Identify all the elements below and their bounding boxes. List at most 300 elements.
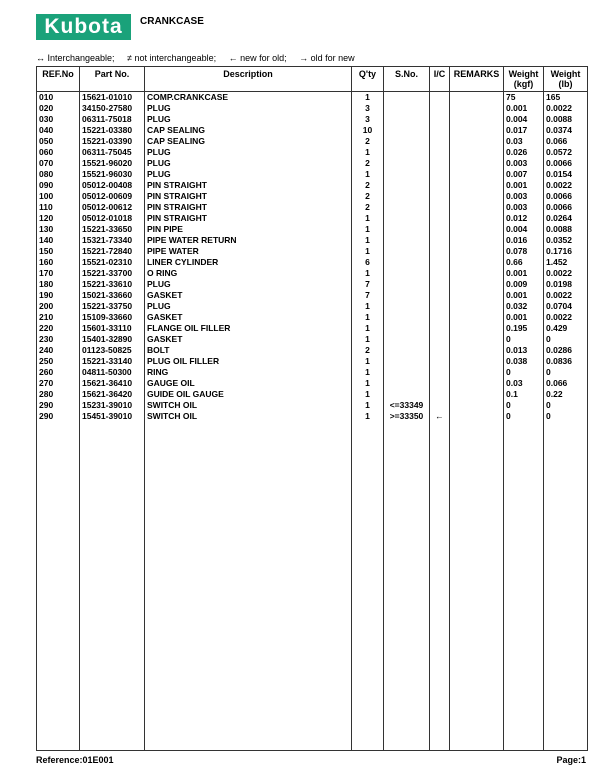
cell-part: 06311-75045 <box>80 147 145 158</box>
cell-remarks <box>450 92 504 104</box>
cell-wlb: 0.429 <box>544 323 588 334</box>
cell-wkg: 0.003 <box>504 191 544 202</box>
cell-ref: 290 <box>37 411 80 422</box>
cell-wlb: 0 <box>544 411 588 422</box>
cell-ref: 160 <box>37 257 80 268</box>
cell-remarks <box>450 411 504 422</box>
cell-desc: PIPE WATER <box>145 246 352 257</box>
cell-qty: 2 <box>352 202 384 213</box>
cell-desc: PLUG <box>145 158 352 169</box>
cell-sno <box>384 169 430 180</box>
cell-sno <box>384 235 430 246</box>
cell-sno <box>384 345 430 356</box>
legend-old-for-new: → old for new <box>299 53 355 63</box>
cell-ic <box>430 92 450 104</box>
cell-sno <box>384 301 430 312</box>
cell-remarks <box>450 367 504 378</box>
filler-cell <box>352 422 384 751</box>
cell-ref: 050 <box>37 136 80 147</box>
cell-ic <box>430 301 450 312</box>
cell-wlb: 0.0022 <box>544 312 588 323</box>
cell-ref: 280 <box>37 389 80 400</box>
cell-sno <box>384 356 430 367</box>
cell-sno <box>384 334 430 345</box>
cell-part: 15221-33610 <box>80 279 145 290</box>
cell-wlb: 1.452 <box>544 257 588 268</box>
cell-wlb: 0.0836 <box>544 356 588 367</box>
cell-wlb: 0.0088 <box>544 224 588 235</box>
cell-sno <box>384 279 430 290</box>
cell-ic: ← <box>430 411 450 422</box>
cell-wkg: 0.017 <box>504 125 544 136</box>
cell-qty: 6 <box>352 257 384 268</box>
cell-part: 15621-36410 <box>80 378 145 389</box>
cell-remarks <box>450 191 504 202</box>
cell-desc: GASKET <box>145 312 352 323</box>
cell-desc: O RING <box>145 268 352 279</box>
cell-wkg: 0.003 <box>504 202 544 213</box>
cell-desc: PLUG <box>145 114 352 125</box>
cell-desc: FLANGE OIL FILLER <box>145 323 352 334</box>
parts-table <box>36 66 588 751</box>
cell-sno <box>384 191 430 202</box>
cell-wkg: 0.026 <box>504 147 544 158</box>
table-row <box>37 312 588 323</box>
cell-desc: GASKET <box>145 290 352 301</box>
cell-sno <box>384 312 430 323</box>
cell-wkg: 0.03 <box>504 378 544 389</box>
filler-cell <box>450 422 504 751</box>
cell-sno <box>384 323 430 334</box>
cell-ref: 080 <box>37 169 80 180</box>
cell-wlb: 0.0022 <box>544 290 588 301</box>
table-filler-row <box>37 422 588 751</box>
cell-remarks <box>450 246 504 257</box>
cell-desc: PLUG <box>145 301 352 312</box>
cell-part: 15221-03390 <box>80 136 145 147</box>
cell-remarks <box>450 103 504 114</box>
cell-ref: 060 <box>37 147 80 158</box>
cell-ref: 270 <box>37 378 80 389</box>
cell-ic <box>430 235 450 246</box>
cell-wkg: 0.003 <box>504 158 544 169</box>
table-row <box>37 180 588 191</box>
col-header-weight-kgf: Weight (kgf) <box>504 67 544 92</box>
cell-ic <box>430 125 450 136</box>
cell-ref: 040 <box>37 125 80 136</box>
cell-part: 05012-00612 <box>80 202 145 213</box>
cell-ref: 070 <box>37 158 80 169</box>
cell-qty: 3 <box>352 114 384 125</box>
table-row <box>37 125 588 136</box>
col-header-qty: Q'ty <box>352 67 384 92</box>
col-header-ic: I/C <box>430 67 450 92</box>
cell-qty: 1 <box>352 301 384 312</box>
cell-wkg: 0 <box>504 334 544 345</box>
cell-desc: PIN PIPE <box>145 224 352 235</box>
cell-qty: 1 <box>352 356 384 367</box>
cell-desc: PLUG <box>145 279 352 290</box>
cell-remarks <box>450 202 504 213</box>
col-header-remarks: REMARKS <box>450 67 504 92</box>
filler-cell <box>544 422 588 751</box>
cell-ic <box>430 378 450 389</box>
cell-part: 15621-36420 <box>80 389 145 400</box>
cell-ic <box>430 147 450 158</box>
cell-desc: PIN STRAIGHT <box>145 202 352 213</box>
cell-wlb: 0.1716 <box>544 246 588 257</box>
cell-desc: PLUG OIL FILLER <box>145 356 352 367</box>
cell-wkg: 0.078 <box>504 246 544 257</box>
cell-ref: 120 <box>37 213 80 224</box>
cell-remarks <box>450 147 504 158</box>
col-header-part: Part No. <box>80 67 145 92</box>
cell-ref: 230 <box>37 334 80 345</box>
cell-part: 04811-50300 <box>80 367 145 378</box>
cell-remarks <box>450 180 504 191</box>
cell-wkg: 0.009 <box>504 279 544 290</box>
cell-part: 05012-01018 <box>80 213 145 224</box>
filler-cell <box>145 422 352 751</box>
table-row <box>37 202 588 213</box>
cell-wlb: 0.0286 <box>544 345 588 356</box>
cell-part: 34150-27580 <box>80 103 145 114</box>
cell-ic <box>430 257 450 268</box>
cell-remarks <box>450 136 504 147</box>
cell-wlb: 0.0022 <box>544 180 588 191</box>
cell-wkg: 0 <box>504 400 544 411</box>
table-row <box>37 235 588 246</box>
cell-remarks <box>450 213 504 224</box>
cell-wkg: 0 <box>504 411 544 422</box>
cell-qty: 7 <box>352 290 384 301</box>
cell-sno <box>384 180 430 191</box>
cell-ref: 150 <box>37 246 80 257</box>
cell-qty: 1 <box>352 389 384 400</box>
cell-ref: 220 <box>37 323 80 334</box>
cell-qty: 1 <box>352 147 384 158</box>
table-row <box>37 268 588 279</box>
cell-desc: PIN STRAIGHT <box>145 191 352 202</box>
cell-sno <box>384 389 430 400</box>
cell-qty: 1 <box>352 323 384 334</box>
cell-wkg: 0.013 <box>504 345 544 356</box>
cell-part: 15451-39010 <box>80 411 145 422</box>
table-row <box>37 103 588 114</box>
cell-part: 15221-33140 <box>80 356 145 367</box>
filler-cell <box>80 422 145 751</box>
cell-remarks <box>450 356 504 367</box>
cell-wlb: 0.0088 <box>544 114 588 125</box>
cell-ref: 170 <box>37 268 80 279</box>
cell-qty: 1 <box>352 367 384 378</box>
cell-remarks <box>450 257 504 268</box>
cell-wkg: 0.03 <box>504 136 544 147</box>
legend-not-interchangeable: ≠ not interchangeable; <box>127 53 217 63</box>
cell-wlb: 0.0704 <box>544 301 588 312</box>
cell-sno <box>384 92 430 104</box>
table-row <box>37 92 588 104</box>
cell-part: 15321-73340 <box>80 235 145 246</box>
filler-cell <box>430 422 450 751</box>
cell-desc: GASKET <box>145 334 352 345</box>
cell-wkg: 0.004 <box>504 224 544 235</box>
cell-desc: BOLT <box>145 345 352 356</box>
cell-wlb: 0.0374 <box>544 125 588 136</box>
cell-remarks <box>450 224 504 235</box>
cell-desc: CAP SEALING <box>145 136 352 147</box>
cell-remarks <box>450 345 504 356</box>
footer-reference: Reference:01E001 <box>36 755 114 765</box>
cell-remarks <box>450 378 504 389</box>
cell-ref: 030 <box>37 114 80 125</box>
cell-remarks <box>450 400 504 411</box>
cell-sno <box>384 367 430 378</box>
cell-sno <box>384 290 430 301</box>
cell-qty: 1 <box>352 268 384 279</box>
cell-ref: 290 <box>37 400 80 411</box>
cell-wlb: 0.0066 <box>544 158 588 169</box>
cell-wlb: 0.066 <box>544 136 588 147</box>
cell-wlb: 0.0022 <box>544 103 588 114</box>
cell-part: 15221-33750 <box>80 301 145 312</box>
cell-wkg: 0.66 <box>504 257 544 268</box>
table-body <box>37 92 588 751</box>
cell-desc: GAUGE OIL <box>145 378 352 389</box>
cell-ic <box>430 323 450 334</box>
cell-part: 15621-01010 <box>80 92 145 104</box>
cell-remarks <box>450 334 504 345</box>
cell-ic <box>430 202 450 213</box>
cell-wlb: 0.0572 <box>544 147 588 158</box>
cell-qty: 1 <box>352 411 384 422</box>
cell-remarks <box>450 235 504 246</box>
cell-part: 15221-33650 <box>80 224 145 235</box>
cell-part: 15221-33700 <box>80 268 145 279</box>
cell-wkg: 0.1 <box>504 389 544 400</box>
cell-desc: PLUG <box>145 147 352 158</box>
cell-sno <box>384 224 430 235</box>
cell-wlb: 0.0066 <box>544 202 588 213</box>
cell-wkg: 0.004 <box>504 114 544 125</box>
cell-sno <box>384 103 430 114</box>
cell-qty: 3 <box>352 103 384 114</box>
cell-qty: 1 <box>352 246 384 257</box>
table-row <box>37 158 588 169</box>
cell-ic <box>430 213 450 224</box>
filler-cell <box>504 422 544 751</box>
cell-qty: 1 <box>352 378 384 389</box>
cell-wlb: 0 <box>544 334 588 345</box>
cell-ref: 250 <box>37 356 80 367</box>
cell-qty: 7 <box>352 279 384 290</box>
cell-wkg: 75 <box>504 92 544 104</box>
cell-part: 15021-33660 <box>80 290 145 301</box>
cell-remarks <box>450 389 504 400</box>
cell-ic <box>430 136 450 147</box>
cell-remarks <box>450 114 504 125</box>
cell-ref: 100 <box>37 191 80 202</box>
cell-part: 05012-00408 <box>80 180 145 191</box>
cell-ref: 210 <box>37 312 80 323</box>
cell-desc: COMP.CRANKCASE <box>145 92 352 104</box>
table-row <box>37 290 588 301</box>
cell-ref: 130 <box>37 224 80 235</box>
table-row <box>37 136 588 147</box>
cell-remarks <box>450 169 504 180</box>
cell-wlb: 0 <box>544 400 588 411</box>
cell-desc: PIN STRAIGHT <box>145 213 352 224</box>
table-row <box>37 356 588 367</box>
col-header-description: Description <box>145 67 352 92</box>
cell-sno <box>384 147 430 158</box>
table-row <box>37 301 588 312</box>
cell-part: 15521-96030 <box>80 169 145 180</box>
cell-sno <box>384 257 430 268</box>
cell-qty: 1 <box>352 213 384 224</box>
cell-qty: 1 <box>352 224 384 235</box>
table-row <box>37 169 588 180</box>
cell-desc: CAP SEALING <box>145 125 352 136</box>
cell-sno <box>384 268 430 279</box>
page-title: CRANKCASE <box>140 16 204 27</box>
cell-wlb: 165 <box>544 92 588 104</box>
cell-desc: PIPE WATER RETURN <box>145 235 352 246</box>
cell-part: 15221-72840 <box>80 246 145 257</box>
cell-ref: 140 <box>37 235 80 246</box>
cell-ref: 090 <box>37 180 80 191</box>
cell-ic <box>430 158 450 169</box>
cell-part: 15401-32890 <box>80 334 145 345</box>
cell-qty: 10 <box>352 125 384 136</box>
cell-wlb: 0.0154 <box>544 169 588 180</box>
cell-ic <box>430 180 450 191</box>
cell-wlb: 0 <box>544 367 588 378</box>
cell-remarks <box>450 323 504 334</box>
kubota-logo: Kubota <box>36 14 131 40</box>
cell-part: 15521-02310 <box>80 257 145 268</box>
col-header-sno: S.No. <box>384 67 430 92</box>
cell-wkg: 0.007 <box>504 169 544 180</box>
cell-remarks <box>450 290 504 301</box>
cell-ic <box>430 312 450 323</box>
cell-ic <box>430 367 450 378</box>
cell-qty: 1 <box>352 169 384 180</box>
table-row <box>37 224 588 235</box>
cell-sno: <=33349 <box>384 400 430 411</box>
cell-ref: 180 <box>37 279 80 290</box>
cell-remarks <box>450 301 504 312</box>
cell-part: 05012-00609 <box>80 191 145 202</box>
cell-ic <box>430 356 450 367</box>
cell-part: 15221-03380 <box>80 125 145 136</box>
cell-qty: 1 <box>352 312 384 323</box>
cell-wlb: 0.066 <box>544 378 588 389</box>
table-row <box>37 345 588 356</box>
cell-sno <box>384 213 430 224</box>
cell-desc: PIN STRAIGHT <box>145 180 352 191</box>
cell-wkg: 0.001 <box>504 103 544 114</box>
table-row <box>37 411 588 422</box>
cell-remarks <box>450 312 504 323</box>
cell-ic <box>430 224 450 235</box>
cell-ic <box>430 268 450 279</box>
cell-wlb: 0.0264 <box>544 213 588 224</box>
cell-ic <box>430 103 450 114</box>
cell-wkg: 0.001 <box>504 290 544 301</box>
filler-cell <box>384 422 430 751</box>
legend <box>36 53 365 63</box>
table-row <box>37 147 588 158</box>
cell-wlb: 0.0198 <box>544 279 588 290</box>
cell-sno <box>384 378 430 389</box>
table-row <box>37 400 588 411</box>
table-row <box>37 367 588 378</box>
cell-desc: PLUG <box>145 169 352 180</box>
cell-part: 15109-33660 <box>80 312 145 323</box>
cell-wkg: 0.001 <box>504 312 544 323</box>
cell-ref: 020 <box>37 103 80 114</box>
cell-wlb: 0.22 <box>544 389 588 400</box>
cell-sno <box>384 246 430 257</box>
cell-wlb: 0.0352 <box>544 235 588 246</box>
cell-ref: 190 <box>37 290 80 301</box>
cell-ref: 240 <box>37 345 80 356</box>
cell-qty: 2 <box>352 345 384 356</box>
cell-wlb: 0.0022 <box>544 268 588 279</box>
cell-qty: 2 <box>352 191 384 202</box>
cell-ic <box>430 290 450 301</box>
table-row <box>37 213 588 224</box>
cell-wkg: 0.032 <box>504 301 544 312</box>
cell-ic <box>430 191 450 202</box>
table-row <box>37 114 588 125</box>
filler-cell <box>37 422 80 751</box>
cell-desc: LINER CYLINDER <box>145 257 352 268</box>
cell-wkg: 0.001 <box>504 268 544 279</box>
cell-sno <box>384 158 430 169</box>
cell-desc: SWITCH OIL <box>145 411 352 422</box>
cell-ref: 110 <box>37 202 80 213</box>
cell-qty: 2 <box>352 158 384 169</box>
cell-remarks <box>450 268 504 279</box>
table-row <box>37 378 588 389</box>
legend-interchangeable: ↔ Interchangeable; <box>36 53 115 63</box>
cell-wkg: 0.016 <box>504 235 544 246</box>
cell-sno <box>384 202 430 213</box>
cell-ic <box>430 279 450 290</box>
cell-sno <box>384 114 430 125</box>
cell-qty: 1 <box>352 400 384 411</box>
cell-desc: GUIDE OIL GAUGE <box>145 389 352 400</box>
cell-part: 15231-39010 <box>80 400 145 411</box>
cell-part: 15521-96020 <box>80 158 145 169</box>
cell-wkg: 0 <box>504 367 544 378</box>
cell-remarks <box>450 158 504 169</box>
table-row <box>37 389 588 400</box>
cell-desc: RING <box>145 367 352 378</box>
cell-sno: >=33350 <box>384 411 430 422</box>
cell-desc: PLUG <box>145 103 352 114</box>
cell-wlb: 0.0066 <box>544 191 588 202</box>
cell-ref: 260 <box>37 367 80 378</box>
cell-ic <box>430 400 450 411</box>
cell-wkg: 0.012 <box>504 213 544 224</box>
cell-ic <box>430 389 450 400</box>
footer-page: Page:1 <box>556 755 586 765</box>
cell-ic <box>430 114 450 125</box>
cell-sno <box>384 125 430 136</box>
